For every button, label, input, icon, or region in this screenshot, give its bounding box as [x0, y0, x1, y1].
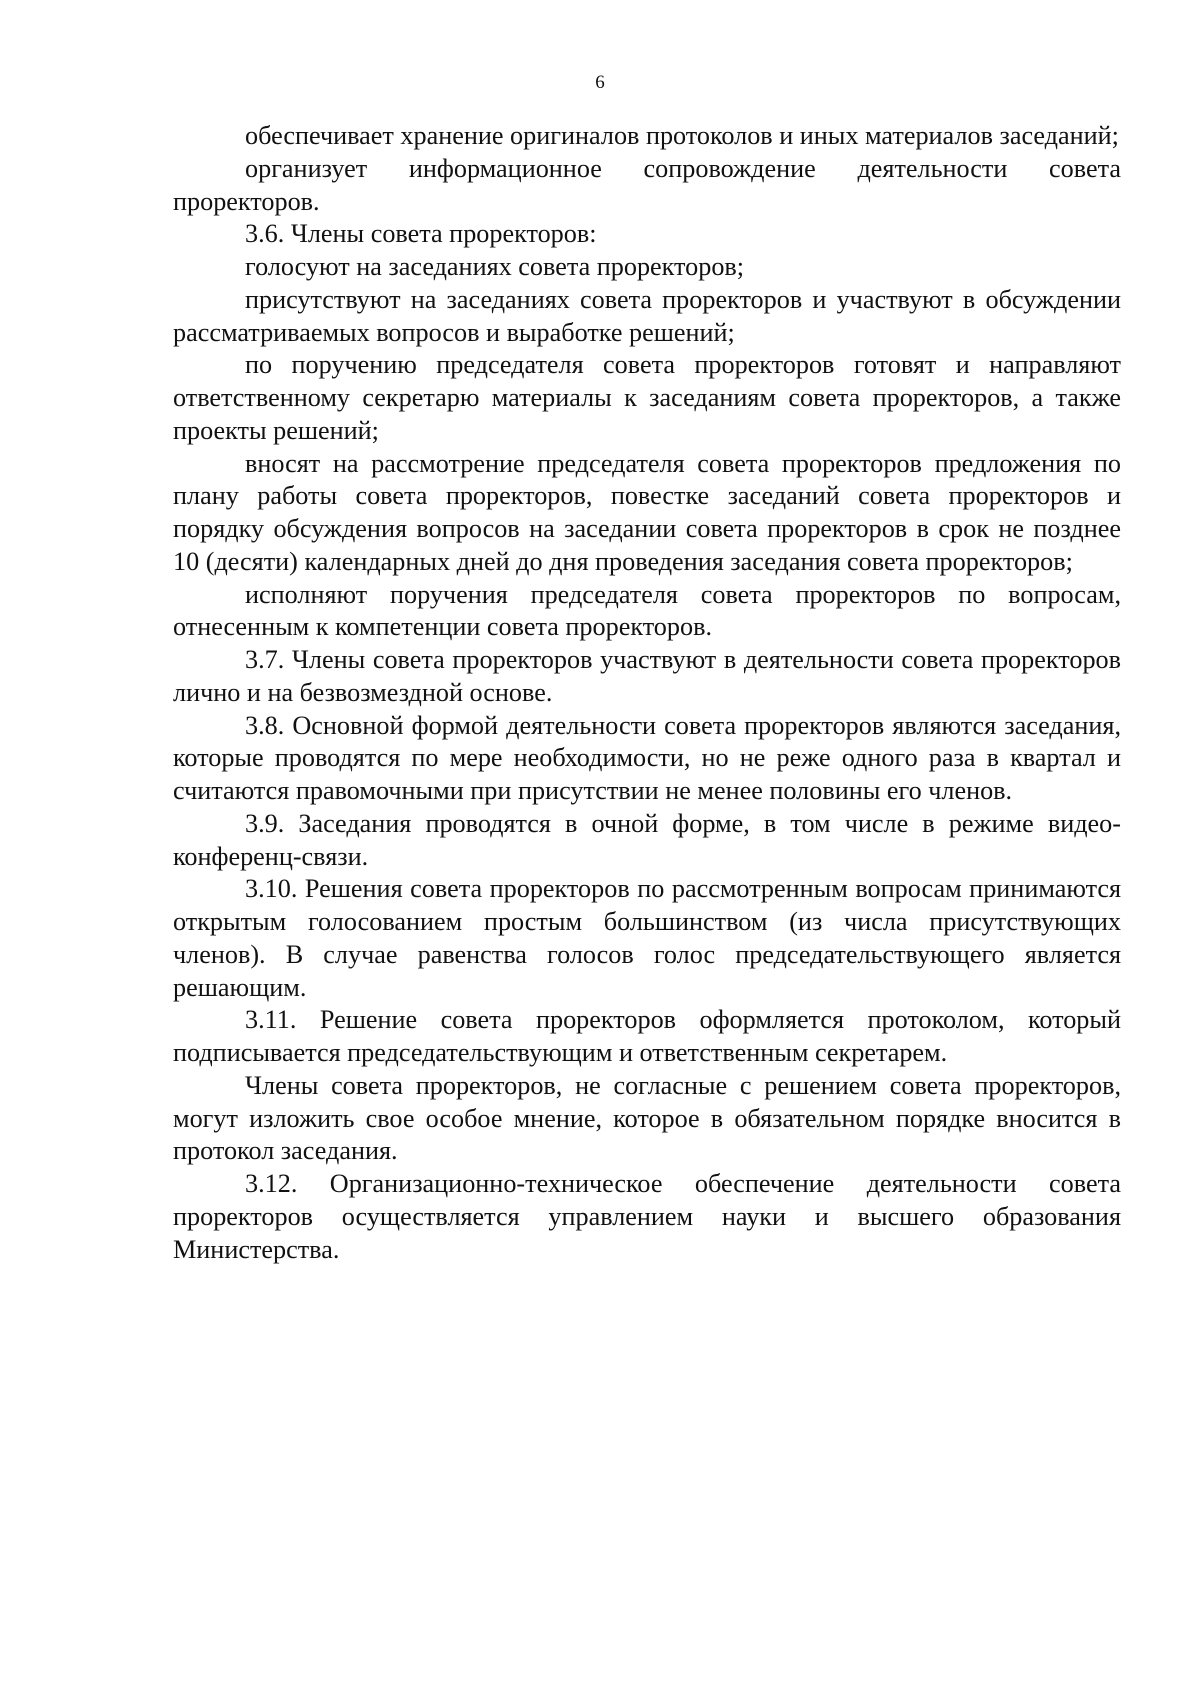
section-3-6-heading: 3.6. Члены совета проректоров: — [245, 219, 597, 249]
paragraph-dissenting-opinion: Члены совета проректоров, не согласные с решением совета проректоров, могут изложить свое особое мнение, которое в обязательном порядке вносится в протокол заседания. — [173, 1070, 1121, 1166]
paragraph-storage-of-protocols: обеспечивает хранение оригиналов протоколов и иных материалов заседаний; — [245, 121, 1119, 150]
section-3-12: 3.12. Организационно-техническое обеспечение деятельности совета проректоров осуществляется управлением науки и высшего образования Министерства. — [173, 1169, 1121, 1264]
paragraph-prepare-materials: по поручению председателя совета проректоров готовят и направляют ответственному секретарю материалы к заседаниям совета проректоров, а также проекты решений; — [173, 350, 1121, 445]
page-number: 6 — [595, 72, 605, 93]
paragraph-vote: голосуют на заседаниях совета проректоров; — [245, 252, 745, 281]
paragraph-submit-proposals: вносят на рассмотрение председателя совета проректоров предложения по плану работы совета проректоров, повестке заседаний совета проректоров и порядку обсуждения вопросов на заседании совета проректоров в срок не позднее 10 (десяти) календарных дней до дня проведения заседания совета проректоров; — [173, 448, 1121, 576]
document-body — [173, 120, 1121, 1266]
section-3-8: 3.8. Основной формой деятельности совета проректоров являются заседания, которые проводятся по мере необходимости, но не реже одного раза в квартал и считаются правомочными при присутствии не менее половины его членов. — [173, 710, 1121, 805]
section-3-7: 3.7. Члены совета проректоров участвуют в деятельности совета проректоров лично и на безвозмездной основе. — [173, 645, 1121, 707]
section-3-10: 3.10. Решения совета проректоров по рассмотренным вопросам принимаются открытым голосованием простым большинством (из числа присутствующих членов). В случае равенства голосов голос председательствующего является решающим. — [173, 874, 1121, 1002]
paragraph-execute-instructions: исполняют поручения председателя совета проректоров по вопросам, отнесенным к компетенции совета проректоров. — [173, 579, 1121, 642]
section-3-9: 3.9. Заседания проводятся в очной форме, в том числе в режиме видеоконференц-связи. — [173, 808, 1121, 871]
paragraph-information-support: организует информационное сопровождение деятельности совета проректоров. — [173, 153, 1121, 216]
paragraph-attend: присутствуют на заседаниях совета проректоров и участвуют в обсуждении рассматриваемых вопросов и выработке решений; — [173, 284, 1121, 347]
section-3-11: 3.11. Решение совета проректоров оформляется протоколом, который подписывается председательствующим и ответственным секретарем. — [173, 1005, 1121, 1067]
